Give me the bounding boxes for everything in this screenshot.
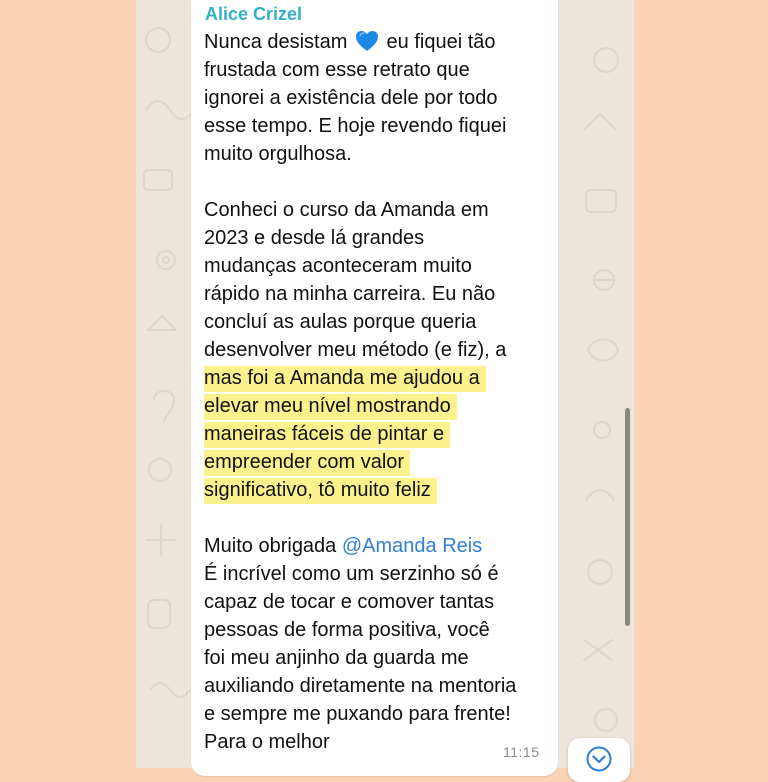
highlight-mark: significativo, tô muito feliz: [204, 478, 437, 504]
text-line-segment: Muito obrigada: [204, 535, 337, 557]
text-line: [204, 532, 549, 560]
text-line: Conheci o curso da Amanda em: [204, 199, 489, 221]
text-line: ignorei a existência dele por todo: [204, 87, 498, 109]
text-line: É incrível como um serzinho só é: [204, 563, 499, 585]
sender-name[interactable]: Alice Crizel: [205, 4, 303, 24]
message-paragraph-3: [204, 532, 549, 756]
text-line: capaz de tocar e comover tantas: [204, 591, 495, 613]
text-line: auxiliando diretamente na mentoria: [204, 675, 517, 697]
text-line-segment: eu fiquei tão: [386, 31, 496, 53]
text-line: [204, 28, 549, 56]
highlighted-line: [204, 476, 549, 504]
text-line: Para o melhor: [204, 731, 330, 753]
chevron-down-icon: [586, 746, 612, 772]
message-paragraph-2: [204, 196, 549, 504]
text-line: pessoas de forma positiva, você: [204, 619, 490, 641]
text-line: frustada com esse retrato que: [204, 59, 470, 81]
text-line: rápido na minha carreira. Eu não: [204, 283, 496, 305]
text-line: mudanças aconteceram muito: [204, 255, 472, 277]
highlighted-line: [204, 364, 549, 392]
blue-heart-icon: [355, 30, 379, 52]
text-line: muito orgulhosa.: [204, 143, 352, 165]
message-paragraph-1: [204, 28, 549, 168]
text-line: esse tempo. E hoje revendo fiquei: [204, 115, 507, 137]
highlighted-line: [204, 448, 549, 476]
message-text: [204, 28, 549, 756]
text-line: e sempre me puxando para frente!: [204, 703, 511, 725]
text-line: 2023 e desde lá grandes: [204, 227, 425, 249]
highlighted-line: [204, 392, 549, 420]
scrollbar-thumb[interactable]: [625, 408, 630, 626]
text-line-segment: Nunca desistam: [204, 31, 348, 53]
highlighted-line: [204, 420, 549, 448]
message-timestamp: 11:15: [503, 744, 540, 760]
highlight-mark: empreender com valor: [204, 450, 410, 476]
text-line: foi meu anjinho da guarda me: [204, 647, 469, 669]
text-line: desenvolver meu método (e fiz), a: [204, 339, 507, 361]
text-line: concluí as aulas porque queria: [204, 311, 477, 333]
scroll-down-button[interactable]: [568, 738, 630, 782]
highlight-mark: mas foi a Amanda me ajudou a: [204, 366, 486, 392]
highlight-mark: maneiras fáceis de pintar e: [204, 422, 450, 448]
highlight-mark: elevar meu nível mostrando: [204, 394, 457, 420]
mention-link[interactable]: @Amanda Reis: [341, 535, 483, 557]
